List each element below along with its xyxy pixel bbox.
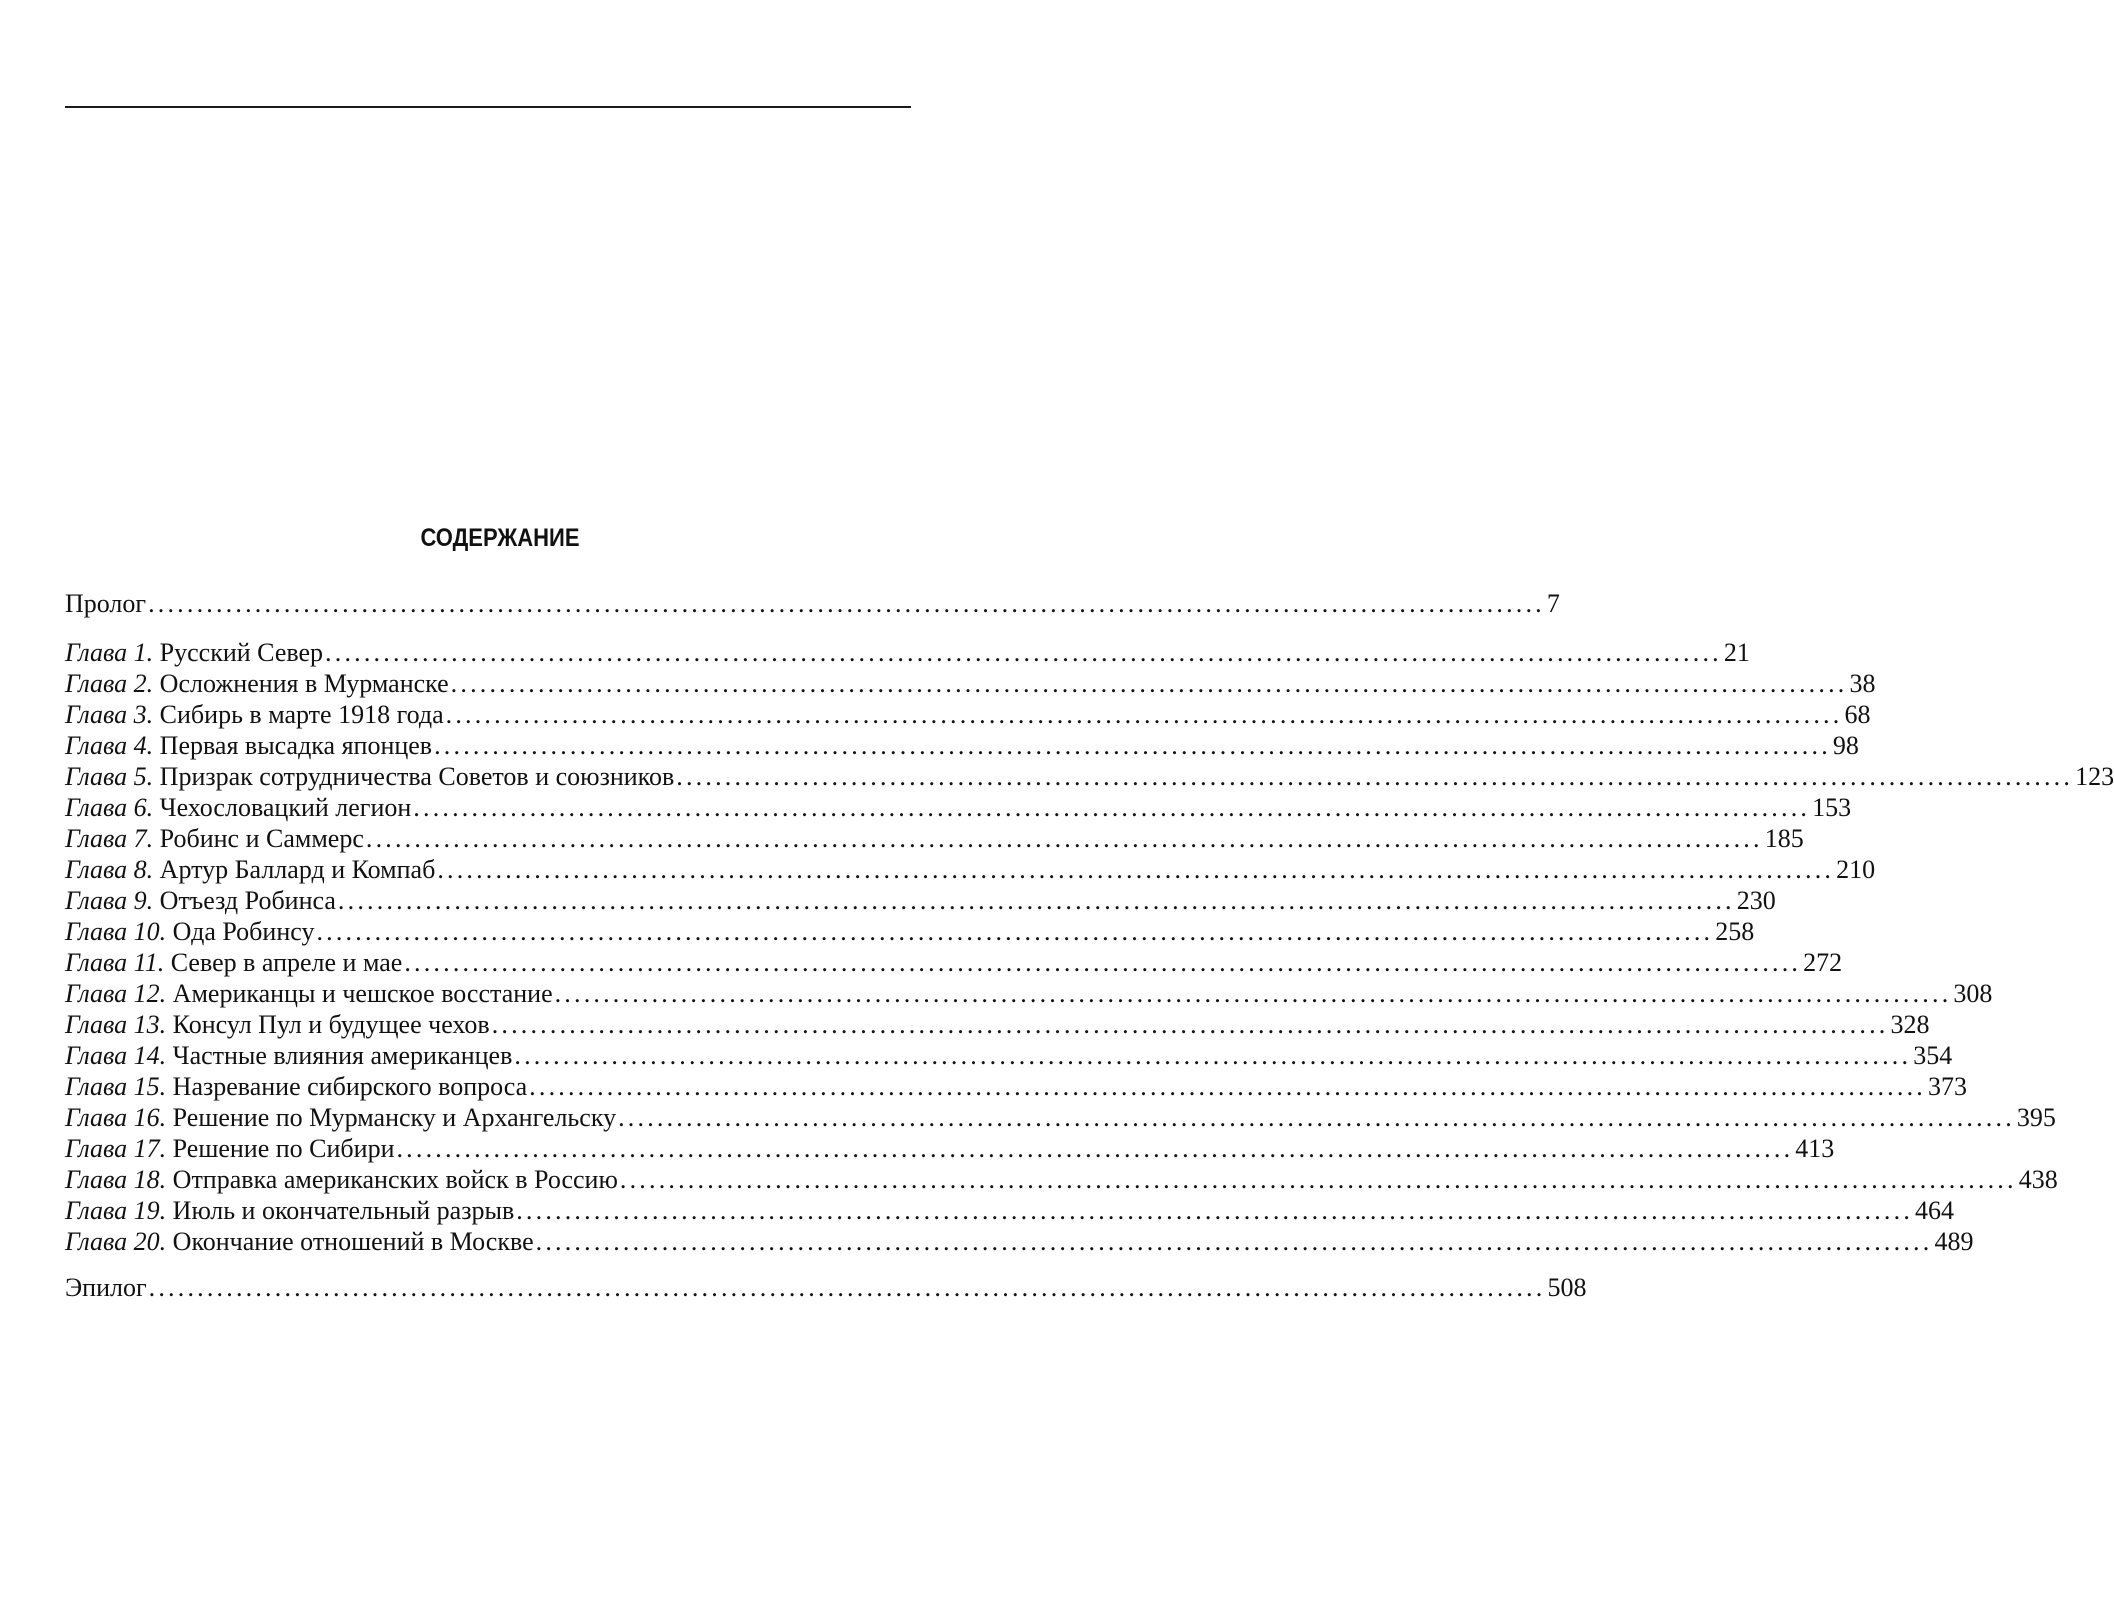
chapter-number: Глава 3.: [65, 700, 154, 729]
chapter-number: Глава 16.: [65, 1103, 167, 1132]
chapter-title: Частные влияния американцев: [172, 1041, 513, 1070]
toc-entry-page: 395: [2016, 1103, 2056, 1132]
leader-dots: ................................................................................................................................................: [148, 589, 1545, 618]
toc-entry-label: [65, 637, 323, 668]
toc-entry-page: 258: [1715, 917, 1755, 946]
leader-dots: ................................................................................................................................................: [514, 1041, 1912, 1070]
toc-entry-chapter[interactable]: [65, 1102, 2056, 1133]
toc-entry-label: [65, 1226, 534, 1257]
toc-entry-label: Пролог: [65, 589, 147, 618]
chapter-title: Призрак сотрудничества Советов и союзников: [159, 762, 675, 791]
toc-entry-chapter[interactable]: [65, 978, 1993, 1009]
toc-entry-chapter[interactable]: [65, 761, 2114, 792]
chapter-number: Глава 14.: [65, 1041, 167, 1070]
leader-dots: ................................................................................................................................................: [554, 979, 1952, 1008]
chapter-title: Чехословацкий легион: [159, 793, 412, 822]
leader-dots: ................................................................................................................................................: [404, 948, 1802, 977]
chapter-title: Север в апреле и мае: [170, 948, 403, 977]
toc-entry-epilog[interactable]: [65, 1272, 1587, 1303]
toc-entry-page: 185: [1764, 824, 1804, 853]
chapter-title: Русский Север: [159, 638, 324, 667]
chapter-title: Американцы и чешское восстание: [172, 979, 553, 1008]
chapter-number: Глава 12.: [65, 979, 167, 1008]
toc-entry-page: 508: [1547, 1273, 1587, 1302]
toc-entry-label: [65, 823, 364, 854]
toc-entry-label: [65, 730, 432, 761]
toc-entry-page: 464: [1915, 1196, 1955, 1225]
chapter-number: Глава 6.: [65, 793, 154, 822]
toc-entry-page: 413: [1795, 1134, 1835, 1163]
leader-dots: ................................................................................................................................................: [148, 1273, 1546, 1302]
toc-entry-page: 328: [1890, 1010, 1930, 1039]
toc-entry-prolog[interactable]: [65, 588, 1560, 619]
leader-dots: ................................................................................................................................................: [619, 1165, 2017, 1194]
toc-entry-label: [65, 1071, 527, 1102]
chapter-title: Отправка американских войск в Россию: [172, 1165, 618, 1194]
toc-entry-chapter[interactable]: [65, 730, 1859, 761]
chapter-title: Ода Робинсу: [172, 917, 315, 946]
page-title: СОДЕРЖАНИЕ: [420, 524, 580, 552]
toc-entry-label: [65, 1164, 618, 1195]
toc-entry-chapter[interactable]: [65, 1195, 1955, 1226]
leader-dots: ................................................................................................................................................: [491, 1010, 1889, 1039]
toc-entry-page: 7: [1546, 589, 1560, 618]
chapter-title: Артур Баллард и Компаб: [159, 855, 436, 884]
toc-entry-page: 489: [1934, 1227, 1974, 1256]
toc-entry-chapter[interactable]: [65, 1040, 1953, 1071]
chapter-title: Сибирь в марте 1918 года: [159, 700, 444, 729]
leader-dots: ................................................................................................................................................: [437, 855, 1835, 884]
chapter-title: Робинс и Саммерс: [159, 824, 364, 853]
toc-entry-label: [65, 1102, 616, 1133]
leader-dots: ................................................................................................................................................: [365, 824, 1763, 853]
chapter-number: Глава 9.: [65, 886, 154, 915]
toc-entry-label: [65, 668, 449, 699]
toc-entry-page: 38: [1849, 669, 1876, 698]
chapter-title: Консул Пул и будущее чехов: [172, 1010, 490, 1039]
chapter-number: Глава 7.: [65, 824, 154, 853]
chapter-number: Глава 13.: [65, 1010, 167, 1039]
toc-entry-chapter[interactable]: [65, 792, 1852, 823]
leader-dots: ................................................................................................................................................: [316, 917, 1714, 946]
chapter-title: Июль и окончательный разрыв: [172, 1196, 515, 1225]
toc-entry-page: 438: [2018, 1165, 2058, 1194]
toc-entry-chapter[interactable]: [65, 854, 1876, 885]
chapter-title: Назревание сибирского вопроса: [172, 1072, 528, 1101]
toc-entry-label: Эпилог: [65, 1273, 147, 1302]
leader-dots: ................................................................................................................................................: [337, 886, 1735, 915]
chapter-number: Глава 17.: [65, 1134, 167, 1163]
chapter-number: Глава 4.: [65, 731, 154, 760]
leader-dots: ................................................................................................................................................: [445, 700, 1843, 729]
toc-entry-chapter[interactable]: [65, 1133, 1835, 1164]
chapter-number: Глава 2.: [65, 669, 154, 698]
leader-dots: ................................................................................................................................................: [325, 638, 1722, 667]
toc-entry-chapter[interactable]: [65, 637, 1750, 668]
table-of-contents: [65, 588, 2114, 1303]
leader-dots: ................................................................................................................................................: [413, 793, 1811, 822]
chapter-list: [65, 637, 2114, 1257]
toc-entry-page: 123: [2075, 762, 2114, 791]
chapter-number: Глава 1.: [65, 638, 154, 667]
leader-dots: ................................................................................................................................................: [535, 1227, 1933, 1256]
chapter-number: Глава 8.: [65, 855, 154, 884]
toc-entry-chapter[interactable]: [65, 885, 1776, 916]
chapter-title: Первая высадка японцев: [159, 731, 433, 760]
toc-entry-chapter[interactable]: [65, 947, 1843, 978]
toc-entry-label: [65, 916, 314, 947]
chapter-number: Глава 18.: [65, 1165, 167, 1194]
toc-entry-label: [65, 1040, 512, 1071]
top-rule: [65, 106, 911, 108]
spacer: [65, 619, 911, 637]
chapter-title: Решение по Сибири: [172, 1134, 395, 1163]
chapter-title: Окончание отношений в Москве: [172, 1227, 534, 1256]
toc-entry-label: [65, 854, 435, 885]
toc-entry-chapter[interactable]: [65, 916, 1755, 947]
toc-entry-label: [65, 761, 674, 792]
toc-entry-chapter[interactable]: [65, 1009, 1930, 1040]
toc-entry-label: [65, 947, 402, 978]
chapter-number: Глава 19.: [65, 1196, 167, 1225]
toc-entry-label: [65, 885, 336, 916]
toc-entry-label: [65, 792, 411, 823]
chapter-number: Глава 10.: [65, 917, 167, 946]
chapter-title: Осложнения в Мурманске: [159, 669, 449, 698]
chapter-number: Глава 5.: [65, 762, 154, 791]
chapter-number: Глава 15.: [65, 1072, 167, 1101]
spacer: [65, 1257, 911, 1272]
toc-entry-chapter[interactable]: [65, 668, 1876, 699]
toc-entry-chapter[interactable]: [65, 1226, 1974, 1257]
toc-entry-page: 153: [1812, 793, 1852, 822]
leader-dots: ................................................................................................................................................: [516, 1196, 1914, 1225]
toc-entry-label: [65, 1195, 514, 1226]
chapter-number: Глава 20.: [65, 1227, 167, 1256]
chapter-title: Отъезд Робинса: [159, 886, 336, 915]
toc-entry-page: 21: [1723, 638, 1750, 667]
leader-dots: ................................................................................................................................................: [676, 762, 2074, 791]
toc-entry-page: 98: [1832, 731, 1859, 760]
toc-entry-label: [65, 978, 553, 1009]
toc-entry-chapter[interactable]: [65, 823, 1804, 854]
toc-entry-chapter[interactable]: [65, 1164, 2058, 1195]
toc-entry-chapter[interactable]: [65, 699, 1871, 730]
chapter-title: Решение по Мурманску и Архангельску: [172, 1103, 617, 1132]
toc-entry-page: 308: [1953, 979, 1993, 1008]
leader-dots: ................................................................................................................................................: [396, 1134, 1794, 1163]
toc-entry-page: 373: [1927, 1072, 1967, 1101]
leader-dots: ................................................................................................................................................: [529, 1072, 1926, 1101]
leader-dots: ................................................................................................................................................: [434, 731, 1831, 760]
toc-entry-label: [65, 1133, 394, 1164]
leader-dots: ................................................................................................................................................: [450, 669, 1848, 698]
toc-entry-page: 272: [1803, 948, 1843, 977]
toc-entry-page: 354: [1913, 1041, 1953, 1070]
leader-dots: ................................................................................................................................................: [618, 1103, 2015, 1132]
chapter-number: Глава 11.: [65, 948, 165, 977]
toc-entry-label: [65, 1009, 490, 1040]
toc-entry-label: [65, 699, 444, 730]
toc-entry-page: 210: [1836, 855, 1876, 884]
toc-entry-page: 230: [1736, 886, 1776, 915]
toc-entry-page: 68: [1844, 700, 1871, 729]
toc-entry-chapter[interactable]: [65, 1071, 1967, 1102]
